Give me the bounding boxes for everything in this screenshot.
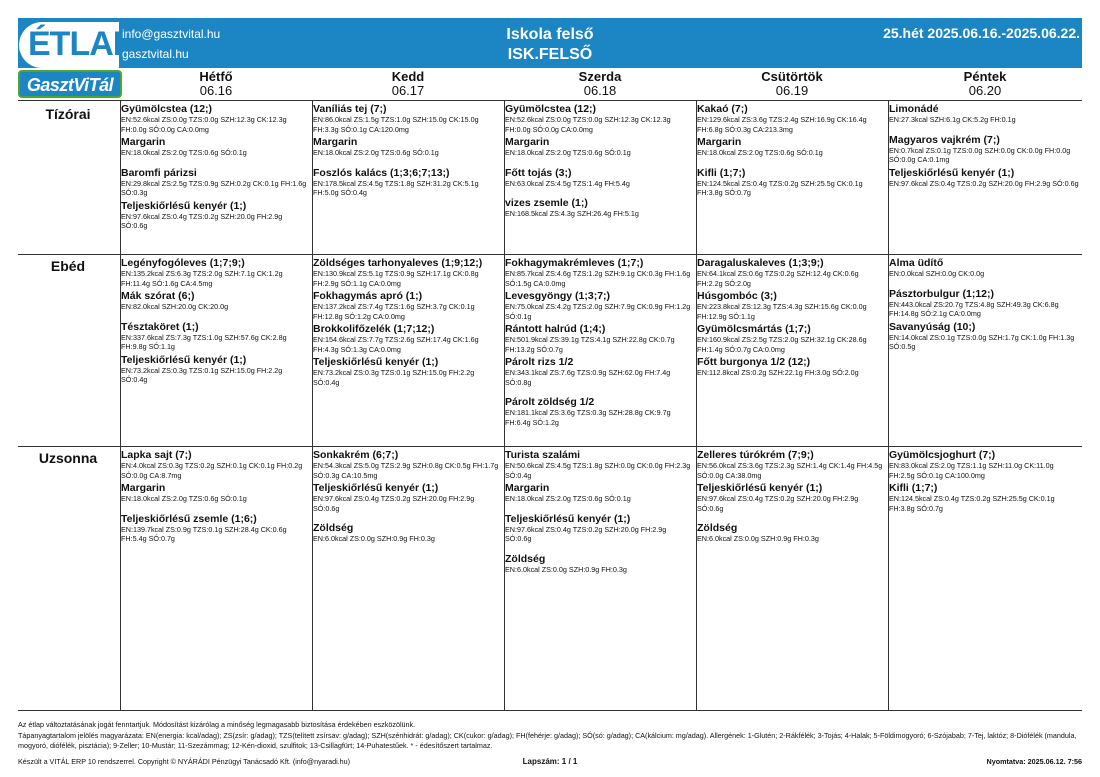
gasztvital-brand-logo (18, 70, 122, 98)
item-spacer (697, 158, 886, 167)
dish-name: Levesgyöngy (1;3;7;) (505, 290, 611, 302)
contact-email[interactable]: info@gasztvital.hu (122, 27, 221, 41)
dish-name: Alma üdítő (889, 257, 944, 269)
menu-cell (697, 103, 886, 198)
dish-name: Teljeskiőrlésű kenyér (1;) (505, 512, 631, 525)
menu-cell (313, 449, 502, 544)
dish-name: Fokhagymás apró (1;) (313, 290, 423, 302)
menu-cell (697, 257, 886, 378)
dish-name: Limonádé (889, 103, 939, 115)
nutrition-info: EN:6.0kcal ZS:0.0g SZH:0.9g FH:0.3g (505, 564, 627, 574)
item-spacer (313, 513, 502, 522)
dish-name: Gyümölcstea (12;) (121, 103, 213, 115)
row-divider (18, 446, 1082, 447)
footer-legend: Tápanyagtartalom jelölés magyarázata: EN(energia: kcal/adag); ZS(zsír: g/adag); TZS(telített zsírsav: g/adag); SZH(szénhidrát: g/adag); CK(cukor: g/adag); FH(fehérje: g/adag); SÓ(só: g/adag); CA(kálcium: mg/adag). Allergének: 1-Glutén; 2-Rákfélék; 3-Tojás; 4-Halak; 5-Földimogyoró; 6-Szójabab; 7-Tej, laktóz; 8-Diófélék (mandula, mogyoró, diófélék, pisztácia); 9-Zeller; 10-Mustár; 11-Szezámmag; 12-Kén-dioxid, szulfitok; 13-Csillagfürt; 14-Puhatestűek. * - édesítőszert tartalmaz. (18, 731, 1077, 750)
dish-name: Húsgombóc (3;) (697, 290, 777, 302)
footer-credit: Készült a VITÁL ERP 10 rendszerrel. Copyright © NYÁRÁDI Pénzügyi Tanácsadó Kft. (info@nyaradi.hu) (18, 757, 351, 766)
day-header (120, 70, 312, 100)
nutrition-info: EN:97.6kcal ZS:0.4g TZS:0.2g SZH:20.0g FH:2.9g SÓ:0.6g (889, 178, 1079, 188)
etlap-logo: ÉTLAP (28, 25, 135, 63)
nutrition-info: EN:83.0kcal ZS:2.0g TZS:1.1g SZH:11.0g CK:11.0g FH:2.5g SÓ:0.1g CA:100.0mg (889, 461, 1054, 480)
meal-label: Ebéd (50, 258, 86, 274)
nutrition-info: EN:443.0kcal ZS:20.7g TZS:4.8g SZH:49.3g CK:6.8g FH:14.8g SÓ:2.1g CA:0.0mg (889, 299, 1059, 318)
dish-name: Főtt tojás (3;) (505, 166, 572, 179)
nutrition-info: EN:50.6kcal ZS:4.5g TZS:1.8g SZH:0.0g CK:0.0g FH:2.3g SÓ:0.4g (505, 461, 691, 480)
nutrition-info: EN:97.6kcal ZS:0.4g TZS:0.2g SZH:20.0g FH:2.9g SÓ:0.6g (697, 494, 859, 513)
item-spacer (505, 387, 694, 396)
school-code: ISK.FELSŐ (507, 46, 593, 63)
nutrition-info: EN:27.3kcal SZH:6.1g CK:5.2g FH:0.1g (889, 115, 1016, 124)
nutrition-info: EN:97.6kcal ZS:0.4g TZS:0.2g SZH:20.0g FH:2.9g SÓ:0.6g (313, 494, 475, 513)
school-name: Iskola felső (506, 26, 594, 43)
item-spacer (121, 158, 310, 167)
day-name: Kedd (391, 69, 425, 84)
nutrition-info: EN:52.6kcal ZS:0.0g TZS:0.0g SZH:12.3g CK:12.3g FH:0.0g SÓ:0.0g CA:0.0mg (121, 115, 287, 134)
nutrition-info: EN:129.6kcal ZS:3.6g TZS:2.4g SZH:16.9g CK:16.4g FH:6.8g SÓ:0.3g CA:213.3mg (697, 115, 867, 134)
dish-name: Margarin (505, 482, 550, 494)
nutrition-info: EN:124.5kcal ZS:0.4g TZS:0.2g SZH:25.5g CK:0.1g FH:3.8g SÓ:0.7g (697, 178, 863, 197)
dish-name: Teljeskiőrlésű zsemle (1;6;) (121, 512, 257, 525)
dish-name: Vaníliás tej (7;) (313, 103, 387, 115)
dish-name: Teljeskiőrlésű kenyér (1;) (697, 482, 823, 494)
item-spacer (121, 312, 310, 321)
column-divider (888, 100, 889, 710)
menu-cell (313, 257, 502, 387)
item-spacer (889, 279, 1080, 288)
item-spacer (505, 504, 694, 513)
dish-name: Teljeskiőrlésű kenyér (1;) (889, 166, 1015, 179)
dish-name: Rántott halrúd (1;4;) (505, 323, 606, 335)
nutrition-info: EN:168.5kcal ZS:4.3g SZH:26.4g FH:5.1g (505, 209, 639, 218)
menu-cell (121, 103, 310, 231)
nutrition-info: EN:18.0kcal ZS:2.0g TZS:0.6g SÓ:0.1g (505, 494, 631, 503)
item-spacer (505, 544, 694, 553)
dish-name: vizes zsemle (1;) (505, 197, 588, 209)
dish-name: Kakaó (7;) (697, 103, 748, 115)
nutrition-info: EN:85.7kcal ZS:4.6g TZS:1.2g SZH:9.1g CK:0.3g FH:1.6g SÓ:1.5g CA:0.0mg (505, 269, 691, 288)
day-name: Péntek (963, 69, 1007, 84)
nutrition-info: EN:137.2kcal ZS:7.4g TZS:1.6g SZH:3.7g CK:0.1g FH:12.8g SÓ:1.2g CA:0.0mg (313, 302, 475, 321)
dish-name: Gyümölcstea (12;) (505, 103, 597, 115)
nutrition-info: EN:18.0kcal ZS:2.0g TZS:0.6g SÓ:0.1g (313, 148, 439, 157)
row-divider (18, 100, 1082, 101)
nutrition-info: EN:4.0kcal ZS:0.3g TZS:0.2g SZH:0.1g CK:0.1g FH:0.2g SÓ:0.0g CA:8.7mg (121, 461, 303, 480)
dish-name: Margarin (121, 136, 166, 148)
row-divider (18, 710, 1082, 711)
dish-name: Párolt zöldség 1/2 (505, 396, 595, 408)
dish-name: Kifli (1;7;) (889, 482, 938, 494)
nutrition-info: EN:337.6kcal ZS:7.3g TZS:1.0g SZH:57.6g CK:2.8g FH:9.8g SÓ:1.1g (121, 332, 287, 351)
day-name: Csütörtök (761, 69, 823, 84)
nutrition-info: EN:135.2kcal ZS:6.3g TZS:2.0g SZH:7.1g CK:1.2g FH:11.4g SÓ:1.6g CA:4.5mg (121, 269, 283, 288)
nutrition-info: EN:52.6kcal ZS:0.0g TZS:0.0g SZH:12.3g CK:12.3g FH:0.0g SÓ:0.0g CA:0.0mg (505, 115, 671, 134)
header-bar (18, 18, 1082, 68)
item-spacer (505, 158, 694, 167)
menu-cell (889, 449, 1080, 513)
item-spacer (697, 513, 886, 522)
nutrition-info: EN:18.0kcal ZS:2.0g TZS:0.6g SÓ:0.1g (697, 148, 823, 157)
nutrition-info: EN:501.9kcal ZS:39.1g TZS:4.1g SZH:22.8g CK:0.7g FH:13.2g SÓ:0.7g (505, 335, 675, 354)
dish-name: Főtt burgonya 1/2 (12;) (697, 356, 811, 368)
meal-label: Uzsonna (38, 450, 98, 466)
contact-website[interactable]: gasztvital.hu (122, 47, 189, 61)
nutrition-info: EN:124.5kcal ZS:0.4g TZS:0.2g SZH:25.5g CK:0.1g FH:3.8g SÓ:0.7g (889, 494, 1055, 513)
nutrition-info: EN:0.7kcal ZS:0.1g TZS:0.0g SZH:0.0g CK:0.0g FH:0.0g SÓ:0.0g CA:0.1mg (889, 145, 1071, 164)
day-header (888, 70, 1082, 100)
dish-name: Pásztorbulgur (1;12;) (889, 287, 995, 300)
item-spacer (505, 188, 694, 197)
menu-cell (889, 103, 1080, 188)
brand-text: GasztViTál (26, 75, 114, 95)
dish-name: Brokkolifőzelék (1;7;12;) (313, 323, 435, 335)
menu-cell (697, 449, 886, 544)
nutrition-info: EN:86.0kcal ZS:1.5g TZS:1.0g SZH:15.0g CK:15.0g FH:3.3g SÓ:0.1g CA:120.0mg (313, 115, 479, 134)
item-spacer (313, 158, 502, 167)
dish-name: Savanyúság (10;) (889, 320, 976, 333)
dish-name: Daragaluskaleves (1;3;9;) (697, 257, 824, 269)
nutrition-info: EN:29.8kcal ZS:2.5g TZS:0.9g SZH:0.2g CK:0.1g FH:1.6g SÓ:0.3g (121, 178, 307, 197)
nutrition-info: EN:97.6kcal ZS:0.4g TZS:0.2g SZH:20.0g FH:2.9g SÓ:0.6g (505, 524, 667, 543)
menu-cell (313, 103, 502, 198)
nutrition-info: EN:112.8kcal ZS:0.2g SZH:22.1g FH:3.0g SÓ:2.0g (697, 368, 859, 377)
day-name: Hétfő (199, 69, 233, 84)
day-header (312, 70, 504, 100)
menu-cell (121, 257, 310, 385)
dish-name: Margarin (505, 136, 550, 148)
dish-name: Gyümölcsmártás (1;7;) (697, 323, 811, 335)
nutrition-info: EN:18.0kcal ZS:2.0g TZS:0.6g SÓ:0.1g (505, 148, 631, 157)
dish-name: Zöldséges tarhonyaleves (1;9;12;) (313, 257, 483, 269)
nutrition-info: EN:181.1kcal ZS:3.6g TZS:0.3g SZH:28.8g CK:9.7g FH:6.4g SÓ:1.2g (505, 408, 671, 427)
item-spacer (889, 125, 1080, 134)
day-header (696, 70, 888, 100)
nutrition-info: EN:82.0kcal SZH:20.0g CK:20.0g (121, 302, 229, 311)
nutrition-info: EN:178.5kcal ZS:4.5g TZS:1.8g SZH:31.2g CK:5.1g FH:5.0g SÓ:0.4g (313, 178, 479, 197)
nutrition-info: EN:223.8kcal ZS:12.3g TZS:4.3g SZH:15.6g CK:0.0g FH:12.9g SÓ:1.1g (697, 302, 867, 321)
day-name: Szerda (578, 69, 622, 84)
day-date: 06.17 (391, 83, 425, 98)
footer-bottom (18, 757, 1082, 769)
menu-cell (121, 449, 310, 544)
dish-name: Gyümölcsjoghurt (7;) (889, 449, 996, 461)
menu-cell (505, 103, 694, 219)
dish-name: Teljeskiőrlésű kenyér (1;) (313, 482, 439, 494)
meal-label: Tízórai (45, 106, 91, 122)
dish-name: Zelleres túrókrém (7;9;) (697, 449, 814, 461)
print-date: Nyomtatva: 2025.06.12. 7:56 (986, 757, 1082, 766)
dish-name: Baromfi párizsi (121, 166, 197, 179)
nutrition-info: EN:18.0kcal ZS:2.0g TZS:0.6g SÓ:0.1g (121, 494, 247, 503)
day-header (504, 70, 696, 100)
nutrition-info: EN:97.6kcal ZS:0.4g TZS:0.2g SZH:20.0g FH:2.9g SÓ:0.6g (121, 211, 283, 230)
dish-name: Tésztaköret (1;) (121, 320, 199, 333)
item-spacer (121, 504, 310, 513)
dish-name: Mák szórat (6;) (121, 290, 195, 302)
dish-name: Teljeskiőrlésű kenyér (1;) (313, 356, 439, 368)
nutrition-info: EN:64.1kcal ZS:0.6g TZS:0.2g SZH:12.4g CK:0.6g FH:2.2g SÓ:2.0g (697, 269, 859, 288)
menu-cell (505, 257, 694, 427)
menu-cell (889, 257, 1080, 352)
nutrition-info: EN:18.0kcal ZS:2.0g TZS:0.6g SÓ:0.1g (121, 148, 247, 157)
nutrition-info: EN:160.9kcal ZS:2.5g TZS:2.0g SZH:32.1g CK:28.6g FH:1.4g SÓ:0.7g CA:0.0mg (697, 335, 867, 354)
nutrition-info: EN:6.0kcal ZS:0.0g SZH:0.9g FH:0.3g (697, 534, 819, 543)
dish-name: Teljeskiőrlésű kenyér (1;) (121, 353, 247, 366)
day-date: 06.19 (775, 83, 809, 98)
dish-name: Párolt rizs 1/2 (505, 356, 574, 368)
dish-name: Zöldség (697, 522, 738, 534)
day-date: 06.16 (199, 83, 233, 98)
dish-name: Zöldség (313, 522, 354, 534)
day-date: 06.18 (583, 83, 617, 98)
nutrition-info: EN:73.2kcal ZS:0.3g TZS:0.1g SZH:15.0g FH:2.2g SÓ:0.4g (313, 368, 475, 387)
nutrition-info: EN:130.9kcal ZS:5.1g TZS:0.9g SZH:17.1g CK:0.8g FH:2.9g SÓ:1.1g CA:0.0mg (313, 269, 479, 288)
dish-name: Margarin (313, 136, 358, 148)
nutrition-info: EN:0.0kcal SZH:0.0g CK:0.0g (889, 269, 985, 278)
dish-name: Margarin (697, 136, 742, 148)
dish-name: Sonkakrém (6;7;) (313, 449, 399, 461)
nutrition-info: EN:154.6kcal ZS:7.7g TZS:2.6g SZH:17.4g CK:1.6g FH:4.3g SÓ:1.3g CA:0.0mg (313, 335, 479, 354)
nutrition-info: EN:139.7kcal ZS:0.9g TZS:0.1g SZH:28.4g CK:0.6g FH:5.4g SÓ:0.7g (121, 524, 287, 543)
menu-cell (505, 449, 694, 574)
dish-name: Magyaros vajkrém (7;) (889, 133, 1000, 146)
row-divider (18, 254, 1082, 255)
dish-name: Turista szalámi (505, 449, 581, 461)
nutrition-info: EN:56.0kcal ZS:3.6g TZS:2.3g SZH:1.4g CK:1.4g FH:4.5g SÓ:0.0g CA:38.0mg (697, 461, 883, 480)
nutrition-info: EN:63.0kcal ZS:4.5g TZS:1.4g FH:5.4g (505, 178, 630, 188)
week-range: 25.hét 2025.06.16.-2025.06.22. (883, 25, 1080, 41)
nutrition-info: EN:6.0kcal ZS:0.0g SZH:0.9g FH:0.3g (313, 534, 435, 543)
footer-notice: Az étlap változtatásának jogát fenntartjuk. Módosítást kizárólag a minőség legmagasabb biztosítása érdekében eszközölünk. (18, 720, 416, 729)
dish-name: Zöldség (505, 552, 546, 565)
nutrition-info: EN:73.2kcal ZS:0.3g TZS:0.1g SZH:15.0g FH:2.2g SÓ:0.4g (121, 365, 283, 384)
dish-name: Lapka sajt (7;) (121, 449, 192, 461)
dish-name: Margarin (121, 482, 166, 494)
nutrition-info: EN:54.3kcal ZS:5.0g TZS:2.9g SZH:0.8g CK:0.5g FH:1.7g SÓ:0.3g CA:10.5mg (313, 461, 499, 480)
dish-name: Teljeskiőrlésű kenyér (1;) (121, 199, 247, 212)
day-date: 06.20 (968, 83, 1002, 98)
dish-name: Foszlós kalács (1;3;6;7;13;) (313, 166, 450, 179)
dish-name: Kifli (1;7;) (697, 166, 746, 179)
page-number: Lapszám: 1 / 1 (522, 757, 578, 766)
dish-name: Legényfogóleves (1;7;9;) (121, 257, 245, 269)
nutrition-info: EN:343.1kcal ZS:7.6g TZS:0.9g SZH:62.0g FH:7.4g SÓ:0.8g (505, 368, 671, 387)
dish-name: Fokhagymakrémleves (1;7;) (505, 257, 644, 269)
nutrition-info: EN:75.0kcal ZS:4.2g TZS:2.0g SZH:7.9g CK:0.9g FH:1.2g SÓ:0.1g (505, 302, 691, 321)
nutrition-info: EN:14.0kcal ZS:0.1g TZS:0.0g SZH:1.7g CK:1.0g FH:1.3g SÓ:0.5g (889, 332, 1075, 351)
